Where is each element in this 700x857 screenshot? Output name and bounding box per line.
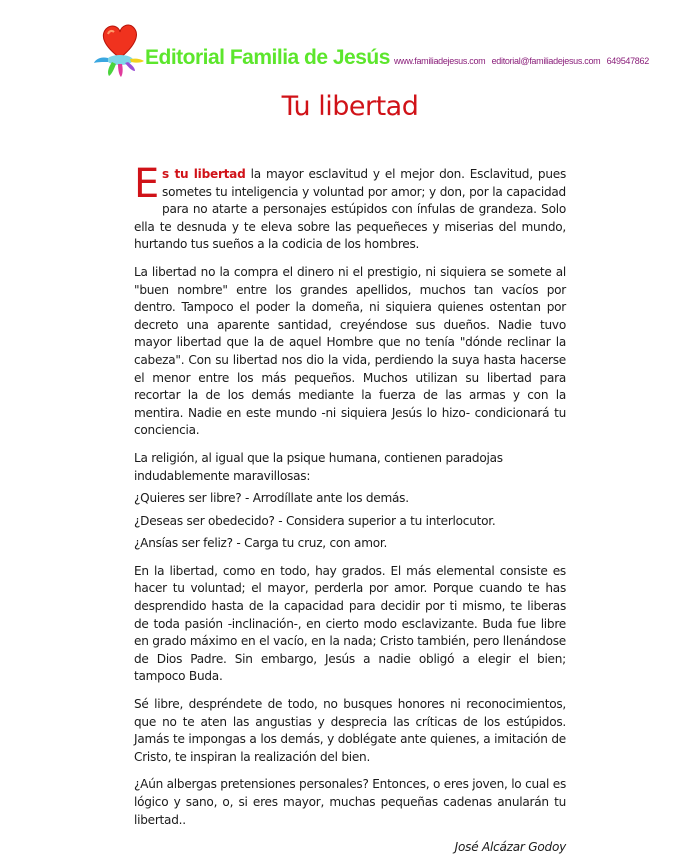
- paragraph-1: [134, 161, 566, 254]
- website-link[interactable]: www.familiadejesus.com: [393, 56, 486, 66]
- paradox-1: ¿Quieres ser libre? - Arrodíllate ante los demás.: [134, 491, 409, 506]
- email-link[interactable]: editorial@familiadejesus.com: [491, 56, 601, 66]
- paragraph-3: La religión, al igual que la psique humana, contienen paradojas indudablemente maravillosas:: [134, 450, 503, 483]
- drop-cap: E: [134, 161, 160, 207]
- paragraph-4: En la libertad, como en todo, hay grados. El más elemental consiste es hacer tu voluntad; el mayor, perderla por amor. Porque cuando te has desprendido hasta de la capacidad para decidir por ti mismo, te liberas de toda pasión -inclinación-, en cierto modo esclavizante. Buda fue libre en grado máximo en el vacío, en la nada; Cristo también, pero llenándose de Dios Padre. Sin embargo, Jesús a nadie obligó a elegir el bien; tampoco Buda.: [134, 563, 566, 684]
- paragraph-1-text: la mayor esclavitud y el mejor don. Esclavitud, pues sometes tu inteligencia y voluntad por amor; y don, por la capacidad para no atarte a personajes estúpidos con ínfulas de grandeza. Solo ella te desnuda y te eleva sobre las pequeñeces y miserias del mundo, hurtando tus sueños a la codicia de los hombres.: [134, 167, 566, 252]
- publisher-name: Editorial Familia de Jesús: [145, 46, 390, 69]
- paradox-2: ¿Deseas ser obedecido? - Considera superior a tu interlocutor.: [134, 513, 496, 528]
- article-body: [134, 161, 566, 857]
- paradox-3: ¿Ansías ser feliz? - Carga tu cruz, con amor.: [134, 536, 388, 551]
- lead-in: s tu libertad: [162, 167, 246, 181]
- author-signature: José Alcázar Godoy: [454, 840, 566, 855]
- paragraph-5: Sé libre, despréndete de todo, no busques honores ni reconocimientos, que no te aten las angustias y desprecia las críticas de los estúpidos. Jamás te impongas a los demás, y doblégate ante quienes, a imitación de Cristo, te inspiran la realización del bien.: [134, 697, 566, 764]
- page-header: [90, 18, 700, 84]
- heart-hand-logo-icon: [90, 18, 150, 80]
- contact-info: [394, 56, 653, 66]
- page-title: Tu libertad: [281, 91, 419, 122]
- phone-number: 649547862: [606, 56, 649, 66]
- brand-line: [145, 46, 653, 70]
- paragraph-2: La libertad no la compra el dinero ni el prestigio, ni siquiera se somete al "buen nombre" entre los grandes apellidos, muchos tan vacíos por dentro. Tampoco el poder la domeña, ni siquiera quienes ostentan por decreto una aparente santidad, creyéndose sus dueños. Nadie tuvo mayor libertad que la de aquel Hombre que no tenía "dónde reclinar la cabeza". Con su libertad nos dio la vida, perdiendo la suya hasta hacerse el menor entre los más pequeños. Muchos utilizan su libertad para recortar la de los demás mediante la fuerza de las armas y con la mentira. Nadie en este mundo -ni siquiera Jesús lo hizo- condicionará tu conciencia.: [134, 264, 566, 438]
- paragraph-6: ¿Aún albergas pretensiones personales? Entonces, o eres joven, lo cual es lógico y sano, o, si eres mayor, muchas pequeñas cadenas anularán tu libertad..: [134, 777, 566, 827]
